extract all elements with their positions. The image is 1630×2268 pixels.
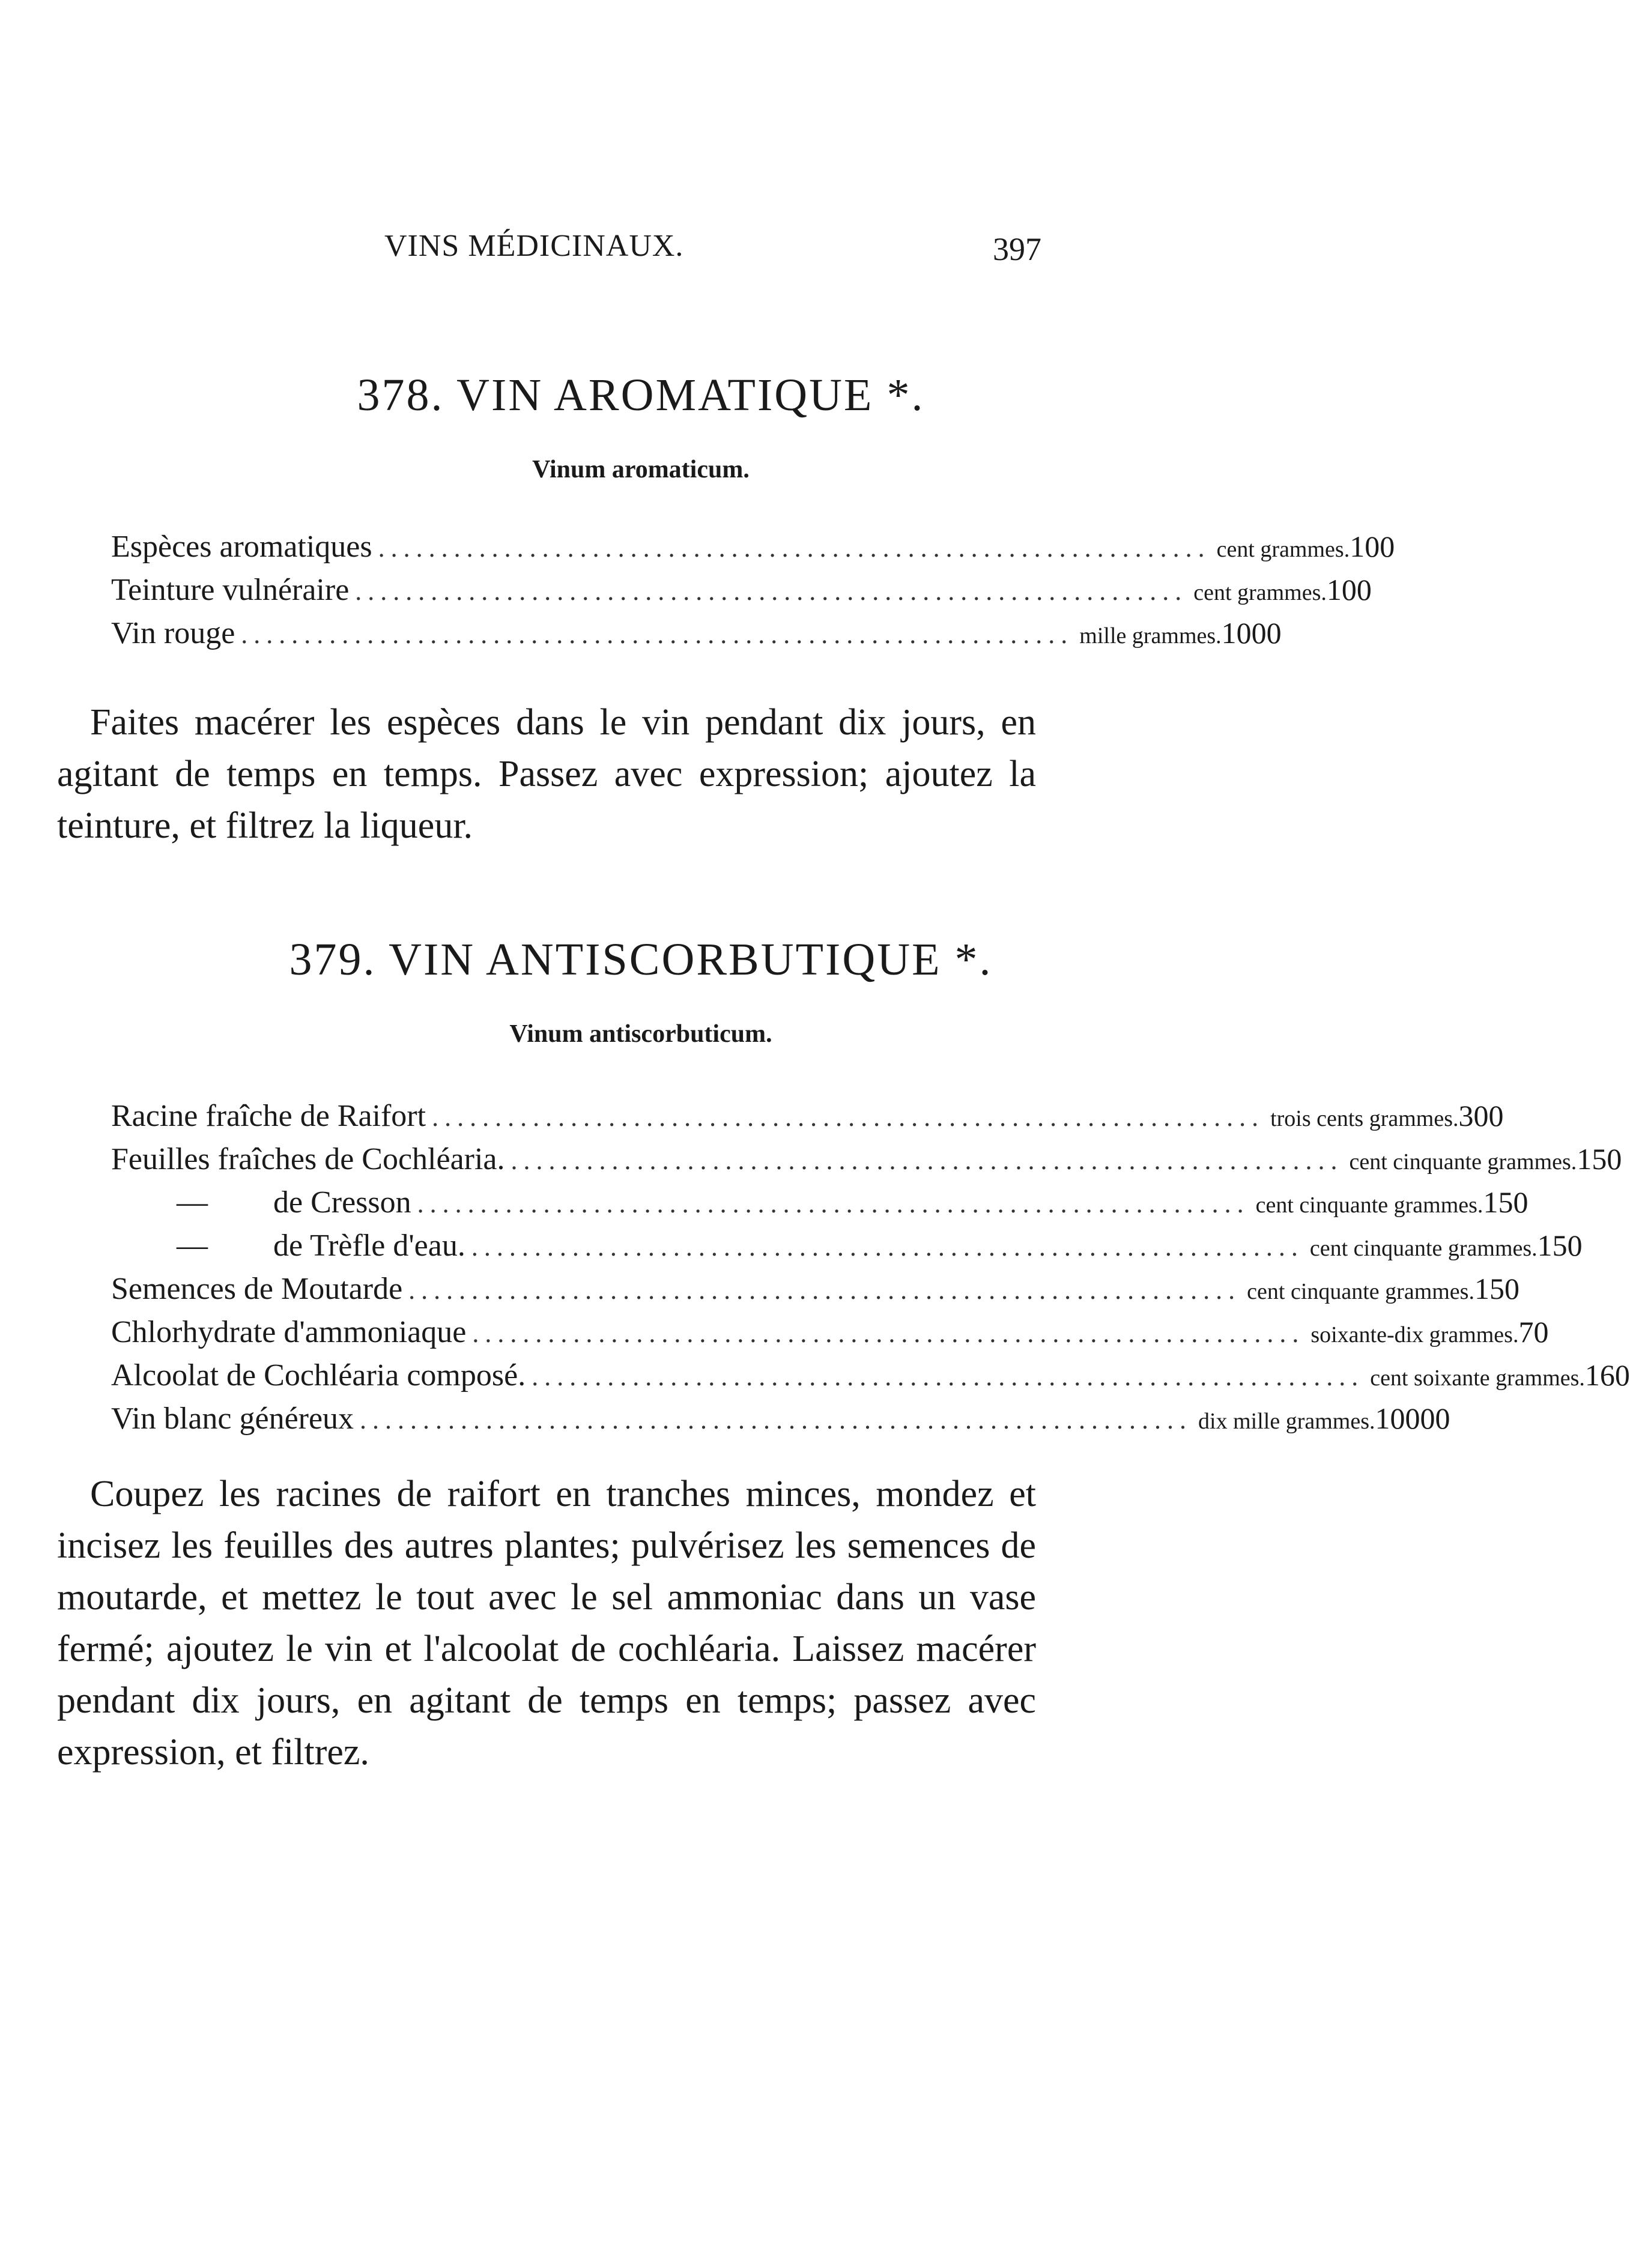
- ingredient-value: 150: [1537, 1229, 1583, 1262]
- ingredient-name: Teinture vulnéraire: [111, 573, 350, 607]
- ingredient-quantity: trois cents grammes.: [1270, 1106, 1459, 1131]
- leader-dots: ..................................................................: [241, 620, 1074, 649]
- ingredient-name: Vin rouge: [111, 616, 235, 650]
- section-title-379: 379. VIN ANTISCORBUTIQUE *.: [289, 934, 993, 985]
- ingredient-value: 100: [1350, 530, 1395, 563]
- ingredient-row: [111, 525, 1395, 568]
- leader-dots: ..................................................................: [471, 1232, 1304, 1262]
- running-head: [0, 228, 1282, 282]
- leader-dots: ..................................................................: [355, 576, 1188, 606]
- ingredient-row: [111, 1224, 1583, 1267]
- instructions-379: [57, 1468, 1036, 1778]
- ingredient-row: [111, 568, 1372, 611]
- ingredient-name: Semences de Moutarde: [111, 1272, 403, 1306]
- leader-dots: ..................................................................: [532, 1362, 1365, 1391]
- ingredient-row: [111, 1267, 1519, 1310]
- ingredient-quantity: cent cinquante grammes.: [1349, 1149, 1577, 1175]
- ingredient-name: Racine fraîche de Raifort: [111, 1099, 426, 1133]
- ingredient-quantity: cent grammes.: [1193, 580, 1327, 605]
- instructions-378: [57, 697, 1036, 851]
- ingredient-name: de Cresson: [273, 1185, 411, 1220]
- ingredient-quantity: cent cinquante grammes.: [1247, 1279, 1474, 1304]
- section-latin-379: Vinum antiscorbuticum.: [509, 1020, 772, 1048]
- ingredient-row: [111, 1397, 1450, 1440]
- instructions-text: Faites macérer les espèces dans le vin pendant dix jours, en agitant de temps en temps. Passez avec expression; ajoutez la teinture, et filtrez la liqueur.: [57, 702, 1036, 846]
- ingredient-value: 150: [1483, 1185, 1529, 1219]
- leader-dots: ..................................................................: [408, 1275, 1241, 1305]
- ingredient-row: [111, 1137, 1622, 1181]
- ingredient-quantity: cent soixante grammes.: [1370, 1365, 1585, 1391]
- ingredient-value: 160: [1584, 1358, 1630, 1392]
- ingredient-name: Espèces aromatiques: [111, 530, 372, 564]
- section-latin-378: Vinum aromaticum.: [532, 456, 750, 483]
- ingredient-value: 150: [1577, 1142, 1622, 1176]
- ingredient-row: [111, 1310, 1549, 1353]
- ingredient-row: [111, 1353, 1630, 1397]
- ingredient-quantity: cent cinquante grammes.: [1255, 1193, 1483, 1218]
- ingredient-value: 150: [1474, 1272, 1519, 1305]
- ingredient-name: Vin blanc généreux: [111, 1402, 354, 1436]
- ingredient-name: Alcoolat de Cochléaria composé.: [111, 1358, 526, 1393]
- ingredient-quantity: cent grammes.: [1216, 537, 1350, 562]
- ingredient-row: [111, 1094, 1504, 1137]
- ingredient-value: 70: [1518, 1315, 1549, 1349]
- ingredient-name: Feuilles fraîches de Cochléaria.: [111, 1142, 505, 1176]
- ingredient-quantity: soixante-dix grammes.: [1310, 1322, 1519, 1347]
- ingredient-quantity: cent cinquante grammes.: [1309, 1236, 1538, 1261]
- leader-dots: ..................................................................: [417, 1189, 1250, 1218]
- section-title-378: 378. VIN AROMATIQUE *.: [357, 370, 925, 420]
- leader-dots: ..................................................................: [360, 1405, 1193, 1435]
- ditto-dash: —: [177, 1185, 208, 1220]
- leader-dots: ..................................................................: [472, 1319, 1305, 1348]
- ingredient-name: Chlorhydrate d'ammoniaque: [111, 1315, 467, 1349]
- ingredient-quantity: mille grammes.: [1079, 623, 1222, 649]
- ditto-dash: —: [177, 1229, 208, 1263]
- ingredient-name: de Trèfle d'eau.: [273, 1229, 465, 1263]
- leader-dots: ..................................................................: [511, 1146, 1344, 1175]
- leader-dots: ..................................................................: [432, 1102, 1265, 1132]
- running-head-title: VINS MÉDICINAUX.: [384, 229, 684, 263]
- instructions-text: Coupez les racines de raifort en tranches minces, mondez et incisez les feuilles des autres plantes; pulvérisez les semences de moutarde, et mettez le tout avec le sel ammoniac dans un vase fermé; ajoutez le vin et l'alcoolat de cochléaria. Laissez macérer pendant dix jours, en agitant de temps en temps; passez avec expression, et filtrez.: [57, 1474, 1036, 1773]
- leader-dots: ..................................................................: [378, 533, 1211, 563]
- ingredient-value: 10000: [1375, 1402, 1450, 1435]
- ingredient-value: 1000: [1221, 616, 1282, 650]
- ingredient-quantity: dix mille grammes.: [1198, 1409, 1375, 1434]
- ingredient-value: 300: [1458, 1099, 1504, 1132]
- ingredient-row: [111, 1181, 1529, 1224]
- ingredient-row: [111, 611, 1282, 655]
- page-number: 397: [993, 231, 1041, 267]
- ingredient-value: 100: [1326, 573, 1372, 606]
- ingredient-list-378: [111, 525, 1395, 655]
- ingredient-list-379: [111, 1094, 1630, 1440]
